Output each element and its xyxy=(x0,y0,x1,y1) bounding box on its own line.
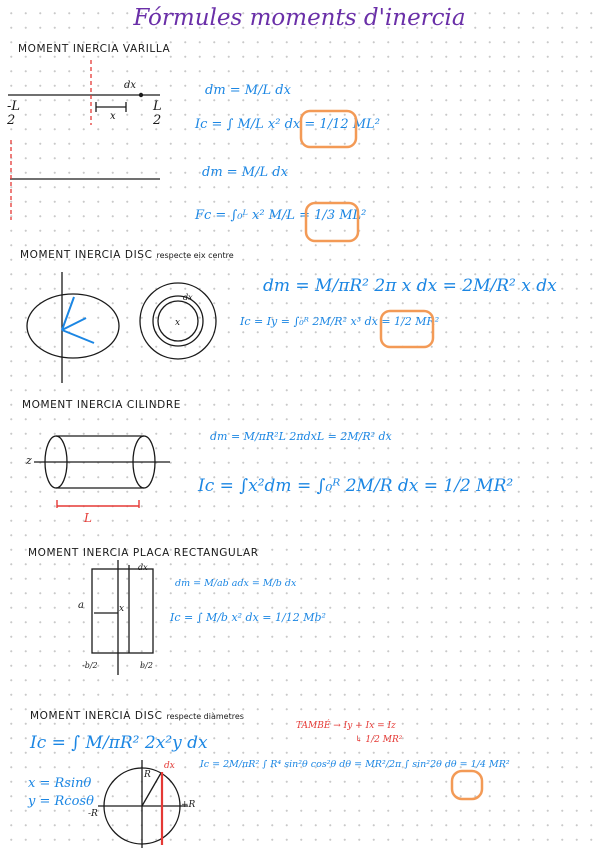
label-diam-dx: dx xyxy=(164,761,175,771)
disc-ring-diagram xyxy=(140,283,216,359)
eq-disc-ic: Ic = Iy = ∫₀ᴿ 2M/R² x³ dx = 1/2 MR² xyxy=(240,315,440,328)
eq-diam-ic: Ic = ∫ M/πR² 2x²y dx xyxy=(30,733,208,753)
label-placa-x: x xyxy=(119,604,125,614)
varilla-dx-dot xyxy=(139,93,143,97)
eq-diam-x: x = Rsinθ xyxy=(28,776,92,791)
label-a: a xyxy=(78,600,84,611)
plate-diagram xyxy=(92,560,153,675)
label-disc-x: x xyxy=(175,318,181,328)
eq-varilla-dm-2: dm = M/L dx xyxy=(202,165,288,180)
section-header-disc-diametre: MOMENT INERCIA DISC respecte diàmetres xyxy=(30,710,244,722)
eq-placa-ic: Ic = ∫ M/b x² dx = 1/12 Mb² xyxy=(170,611,326,624)
label-neg-R: -R xyxy=(88,809,98,819)
label-x: x xyxy=(110,111,116,122)
eq-cilindre-ic: Ic = ∫x²dm = ∫₀ᴿ 2M/R dx = 1/2 MR² xyxy=(198,476,514,496)
section-header-varilla: MOMENT INERCIA VARILLA xyxy=(18,43,171,55)
eq-diam-ic-2: Ic = 2M/πR² ∫ R⁴ sin²θ cos²θ dθ = MR²/2π ∫ sin²2θ dθ = 1/4 MR² xyxy=(200,759,510,770)
section-header-placa: MOMENT INERCIA PLACA RECTANGULAR xyxy=(28,547,259,559)
label-pos-half-L: L 2 xyxy=(153,99,162,128)
varilla-axis-lines xyxy=(11,60,91,220)
annotation-tambe-2: ↳ 1/2 MR² xyxy=(355,735,403,745)
annotation-tambe: TAMBÉ → Iy + Ix = Iz xyxy=(296,721,396,731)
label-placa-dx: dx xyxy=(138,563,148,572)
varilla-diagram xyxy=(8,95,160,179)
label-L: L xyxy=(84,511,92,525)
label-neg-b2: -b/2 xyxy=(82,661,98,670)
section-header-disc: MOMENT INERCIA DISC respecte eix centre xyxy=(20,249,234,261)
label-R: R xyxy=(144,770,151,780)
eq-diam-y: y = Rcosθ xyxy=(28,794,94,809)
section-header-cilindre: MOMENT INERCIA CILINDRE xyxy=(22,399,181,411)
cylinder-diagram xyxy=(34,436,170,488)
label-z: z xyxy=(26,454,32,467)
eq-placa-dm: dm = M/ab adx = M/b dx xyxy=(175,578,297,589)
disc-diam-diagram xyxy=(98,760,188,848)
disc-diagram xyxy=(27,272,119,383)
eq-cilindre-dm: dm = M/πR²L 2πdxL = 2M/R² dx xyxy=(210,430,392,443)
highlight-boxes xyxy=(301,111,482,799)
label-pos-b2: b/2 xyxy=(140,661,153,670)
label-pos-R: +R xyxy=(181,800,196,810)
label-disc-dx: dx xyxy=(183,293,193,302)
eq-varilla-fc: Fc = ∫₀ᴸ x² M/L = 1/3 ML² xyxy=(195,208,367,223)
page-title: Fórmules moments d'inercia xyxy=(133,5,466,31)
disc-radius-lines xyxy=(62,297,94,343)
cylinder-length-marker xyxy=(57,500,139,508)
eq-varilla-dm: dm = M/L dx xyxy=(205,83,291,98)
eq-disc-dm: dm = M/πR² 2π x dx = 2M/R² x dx xyxy=(263,276,557,296)
eq-varilla-ic: Ic = ∫ M/L x² dx = 1/12 ML² xyxy=(195,117,380,132)
label-dx: dx xyxy=(124,80,137,91)
label-neg-half-L: -L 2 xyxy=(7,99,21,128)
